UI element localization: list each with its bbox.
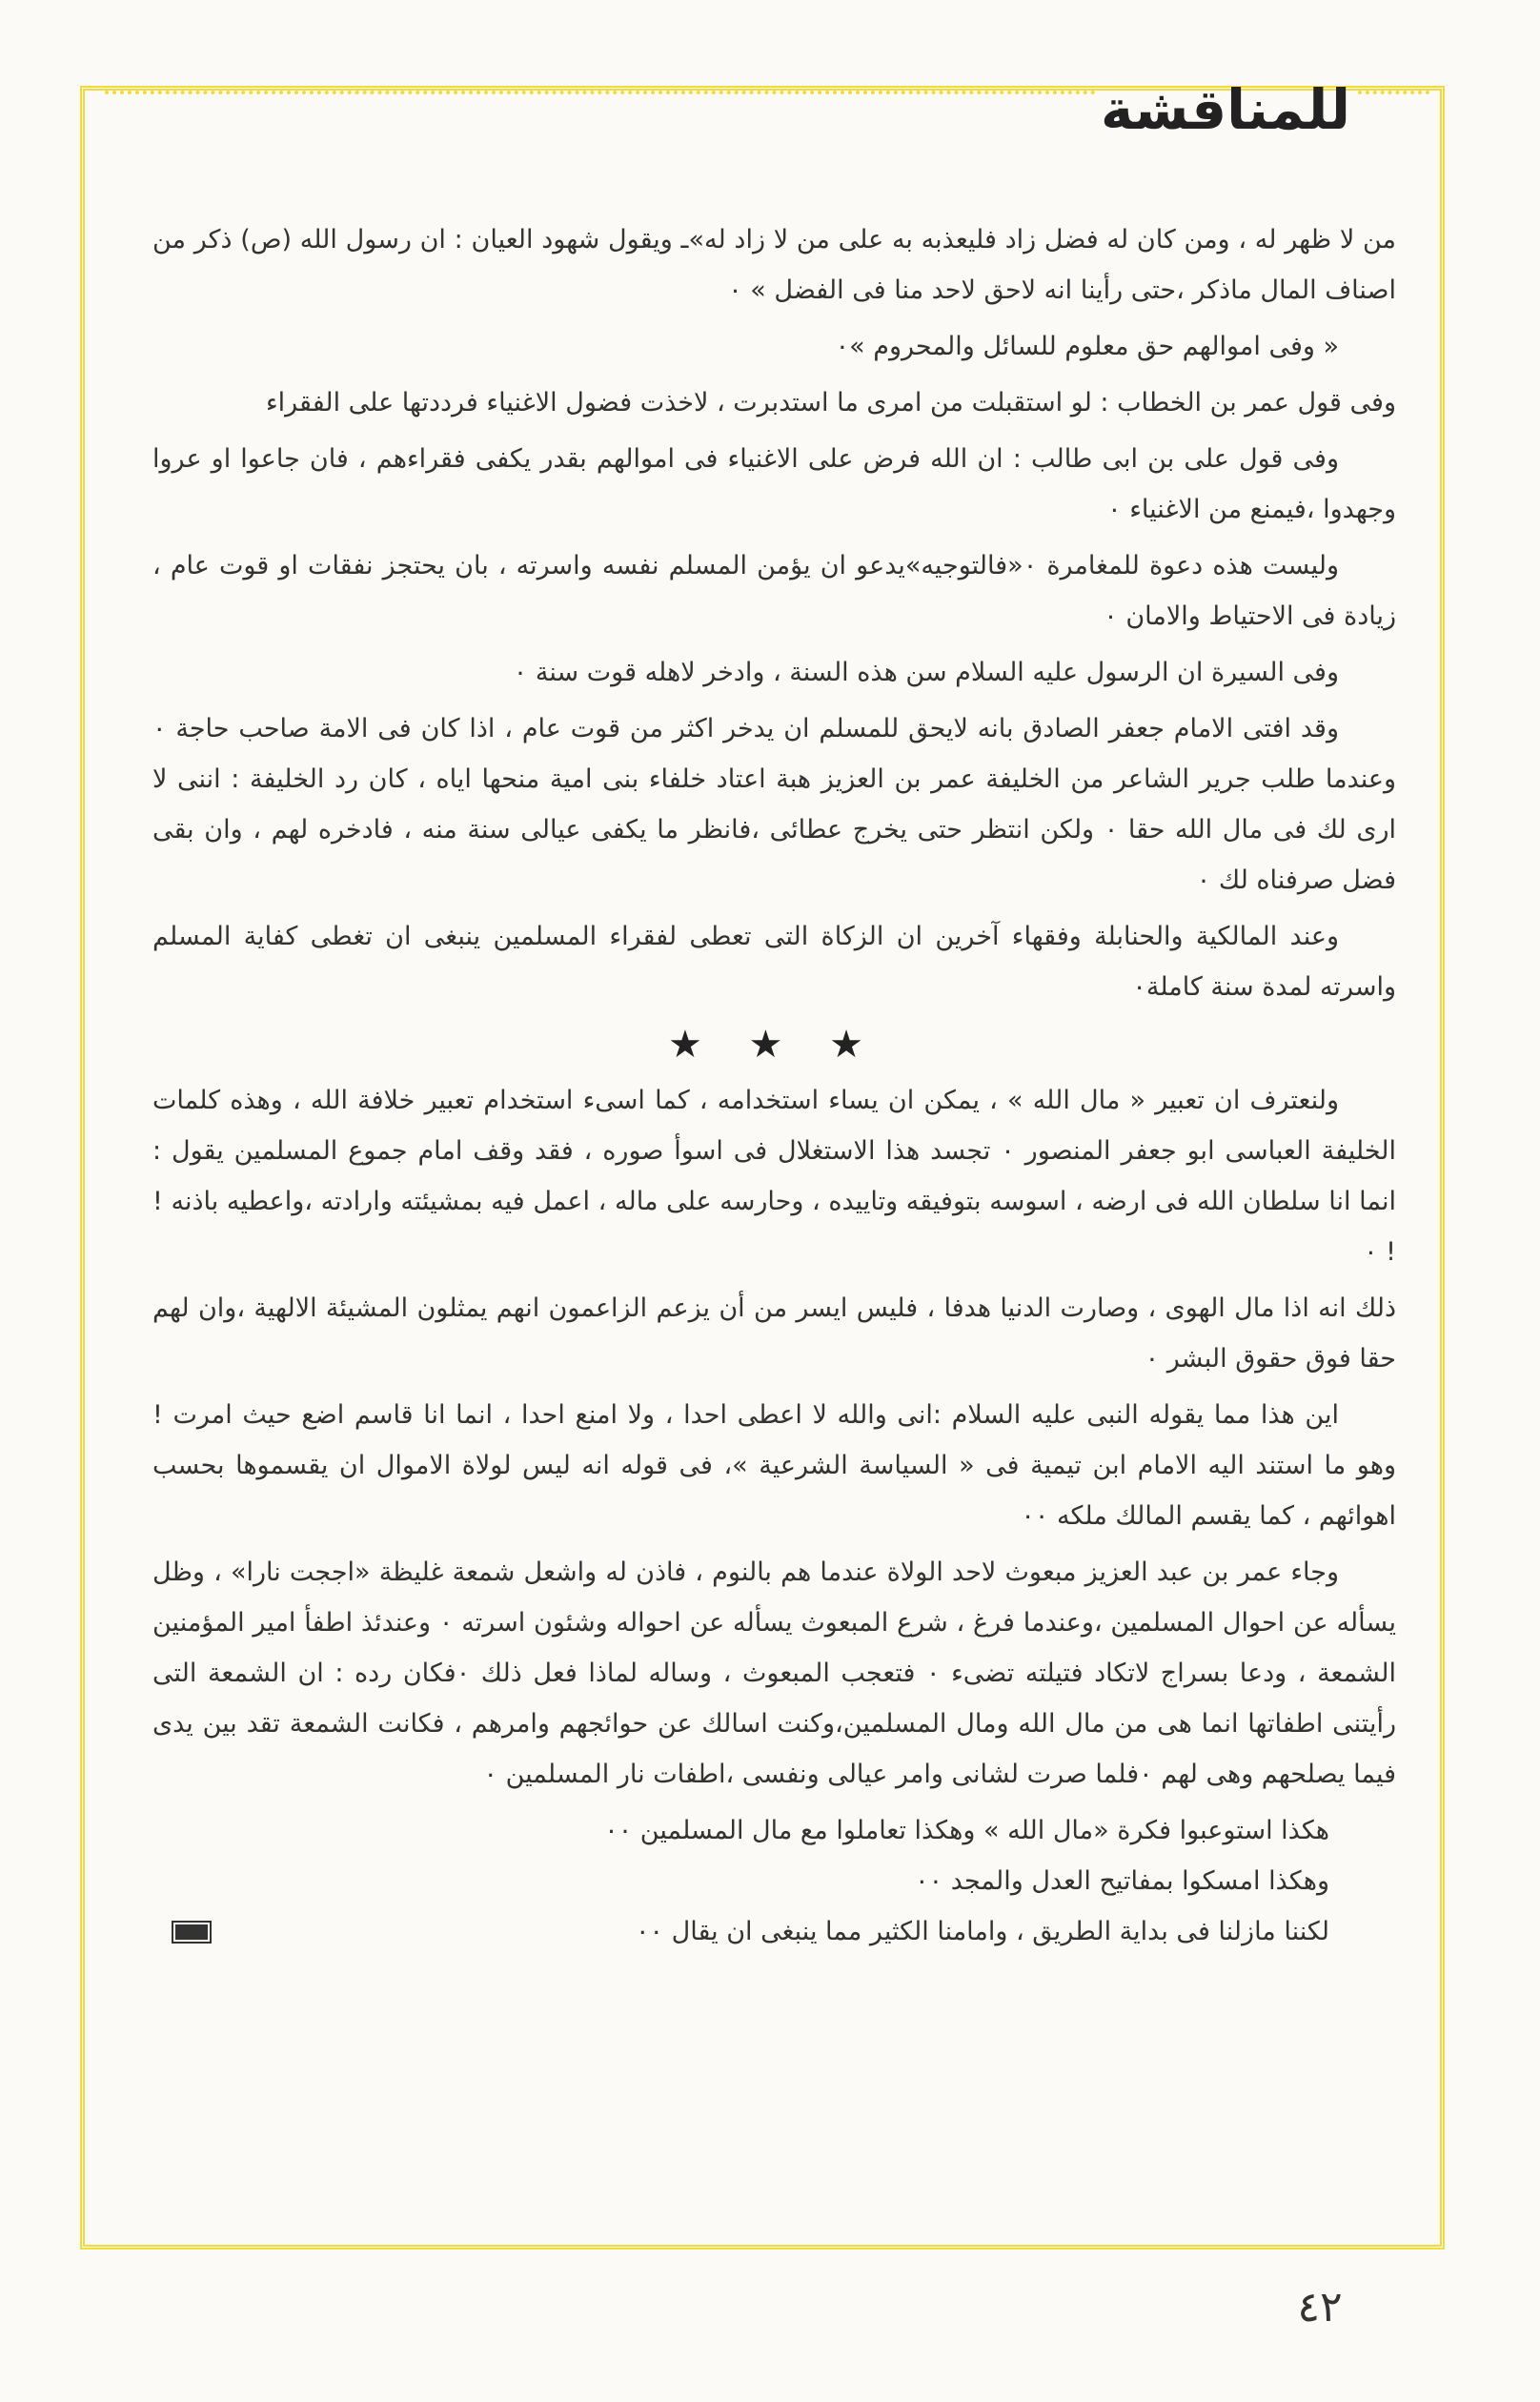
paragraph-8: وعند المالكية والحنابلة وفقهاء آخرين ان الزكاة التى تعطى لفقراء المسلمين ينبغى ان تغطى كفاية المسلم واسرته لمدة سنة كاملة٠ [152,922,1396,1002]
section-title: للمناقشة [1101,77,1350,142]
closing-line-1: هكذا استوعبوا فكرة «مال الله » وهكذا تعاملوا مع مال المسلمين ٠٠ [604,1816,1329,1845]
article-body [152,214,1396,1957]
paragraph-9: ولنعترف ان تعبير « مال الله » ، يمكن ان يساء استخدامه ، كما اسىء استخدام تعبير خلافة الله ، وهذه كلمات الخليفة العباسى ابو جعفر المنصور ٠ تجسد هذا الاستغلال فى اسوأ صوره ، فقد وقف امام جموع المسلمين يقول : انما انا سلطان الله فى ارضه ، اسوسه بتوفيقه وتاييده ، وحارسه على ماله ، اعمل فيه بمشيئته وارادته ،واعطيه باذنه ! ! ٠ [152,1086,1396,1267]
paragraph-3: وفى قول عمر بن الخطاب : لو استقبلت من امرى ما استدبرت ، لاخذت فضول الاغنياء فرددتها على الفقراء [265,388,1396,417]
closing-line-2: وهكذا امسكوا بمفاتيح العدل والمجد ٠٠ [915,1866,1329,1896]
closing-line-3: لكننا مازلنا فى بداية الطريق ، وامامنا الكثير مما ينبغى ان يقال ٠٠ [636,1917,1329,1946]
paragraph-10: ذلك انه اذا مال الهوى ، وصارت الدنيا هدفا ، فليس ايسر من أن يزعم الزاعمون انهم يمثلون المشيئة الالهية ،وان لهم حقا فوق حقوق البشر ٠ [152,1293,1396,1374]
paragraph-7: وقد افتى الامام جعفر الصادق بانه لايحق للمسلم ان يدخر اكثر من قوت عام ، اذا كان فى الامة صاحب حاجة ٠ وعندما طلب جرير الشاعر من الخليفة عمر بن العزيز هبة اعتاد خلفاء بنى امية منحها اياه ، كان رد الخليفة : اننى لا ارى لك فى مال الله حقا ٠ ولكن انتظر حتى يخرج عطائى ،فانظر ما يكفى عيالى سنة منه ، فادخره لهم ، وان بقى فضل صرفناه لك ٠ [152,714,1396,895]
paragraph-4: وفى قول على بن ابى طالب : ان الله فرض على الاغنياء فى اموالهم بقدر يكفى فقراءهم ، فان جاعوا او عروا وجهدوا ،فيمنع من الاغنياء ٠ [152,444,1396,524]
paragraph-1: من لا ظهر له ، ومن كان له فضل زاد فليعذبه به على من لا زاد له»ـ ويقول شهود العيان : ان رسول الله (ص) ذكر من اصناف المال ماذكر ،حتى رأينا انه لاحق لاحد منا فى الفضل » ٠ [152,225,1396,305]
page-number: ٤٢ [1297,2283,1343,2331]
end-of-article-mark-icon [172,1921,212,1944]
border-dotted-rule-left [105,91,1096,108]
paragraph-12: وجاء عمر بن عبد العزيز مبعوث لاحد الولاة عندما هم بالنوم ، فاذن له واشعل شمعة غليظة «اججت نارا» ، وظل يسأله عن احوال المسلمين ،وعندما فرغ ، شرع المبعوث يسأله عن احواله وشئون اسرته ٠ وعندئذ اطفأ امير المؤمنين الشمعة ، ودعا بسراج لاتكاد فتيلته تضىء ٠ فتعجب المبعوث ، وساله لماذا فعل ذلك ٠فكان رده : ان الشمعة التى رأيتنى اطفاتها انما هى من مال الله ومال المسلمين،وكنت اسالك عن حوائجهم وامرهم ، فكانت الشمعة تقد بين يدى فيما يصلحهم وهى لهم ٠فلما صرت لشانى وامر عيالى ونفسى ،اطفات نار المسلمين ٠ [152,1557,1396,1789]
paragraph-6: وفى السيرة ان الرسول عليه السلام سن هذه السنة ، وادخر لاهله قوت سنة ٠ [513,658,1339,687]
section-divider-stars: ★ ★ ★ [667,1023,881,1067]
paragraph-11: اين هذا مما يقوله النبى عليه السلام :انى والله لا اعطى احدا ، ولا امنع احدا ، انما انا قاسم اضع حيث امرت ! وهو ما استند اليه الامام ابن تيمية فى « السياسة الشرعية »، فى قوله انه ليس لولاة الاموال ان يقسموها بحسب اهوائهم ، كما يقسم المالك ملكه ٠٠ [152,1400,1396,1531]
closing-row [152,1906,1396,1957]
paragraph-quran-quote: « وفى اموالهم حق معلوم للسائل والمحروم »٠ [835,332,1339,361]
paragraph-5: وليست هذه دعوة للمغامرة ٠«فالتوجيه»يدعو ان يؤمن المسلم نفسه واسرته ، بان يحتجز نفقات او قوت عام ، زيادة فى الاحتياط والامان ٠ [152,551,1396,631]
border-dotted-rule-right [1358,91,1429,108]
